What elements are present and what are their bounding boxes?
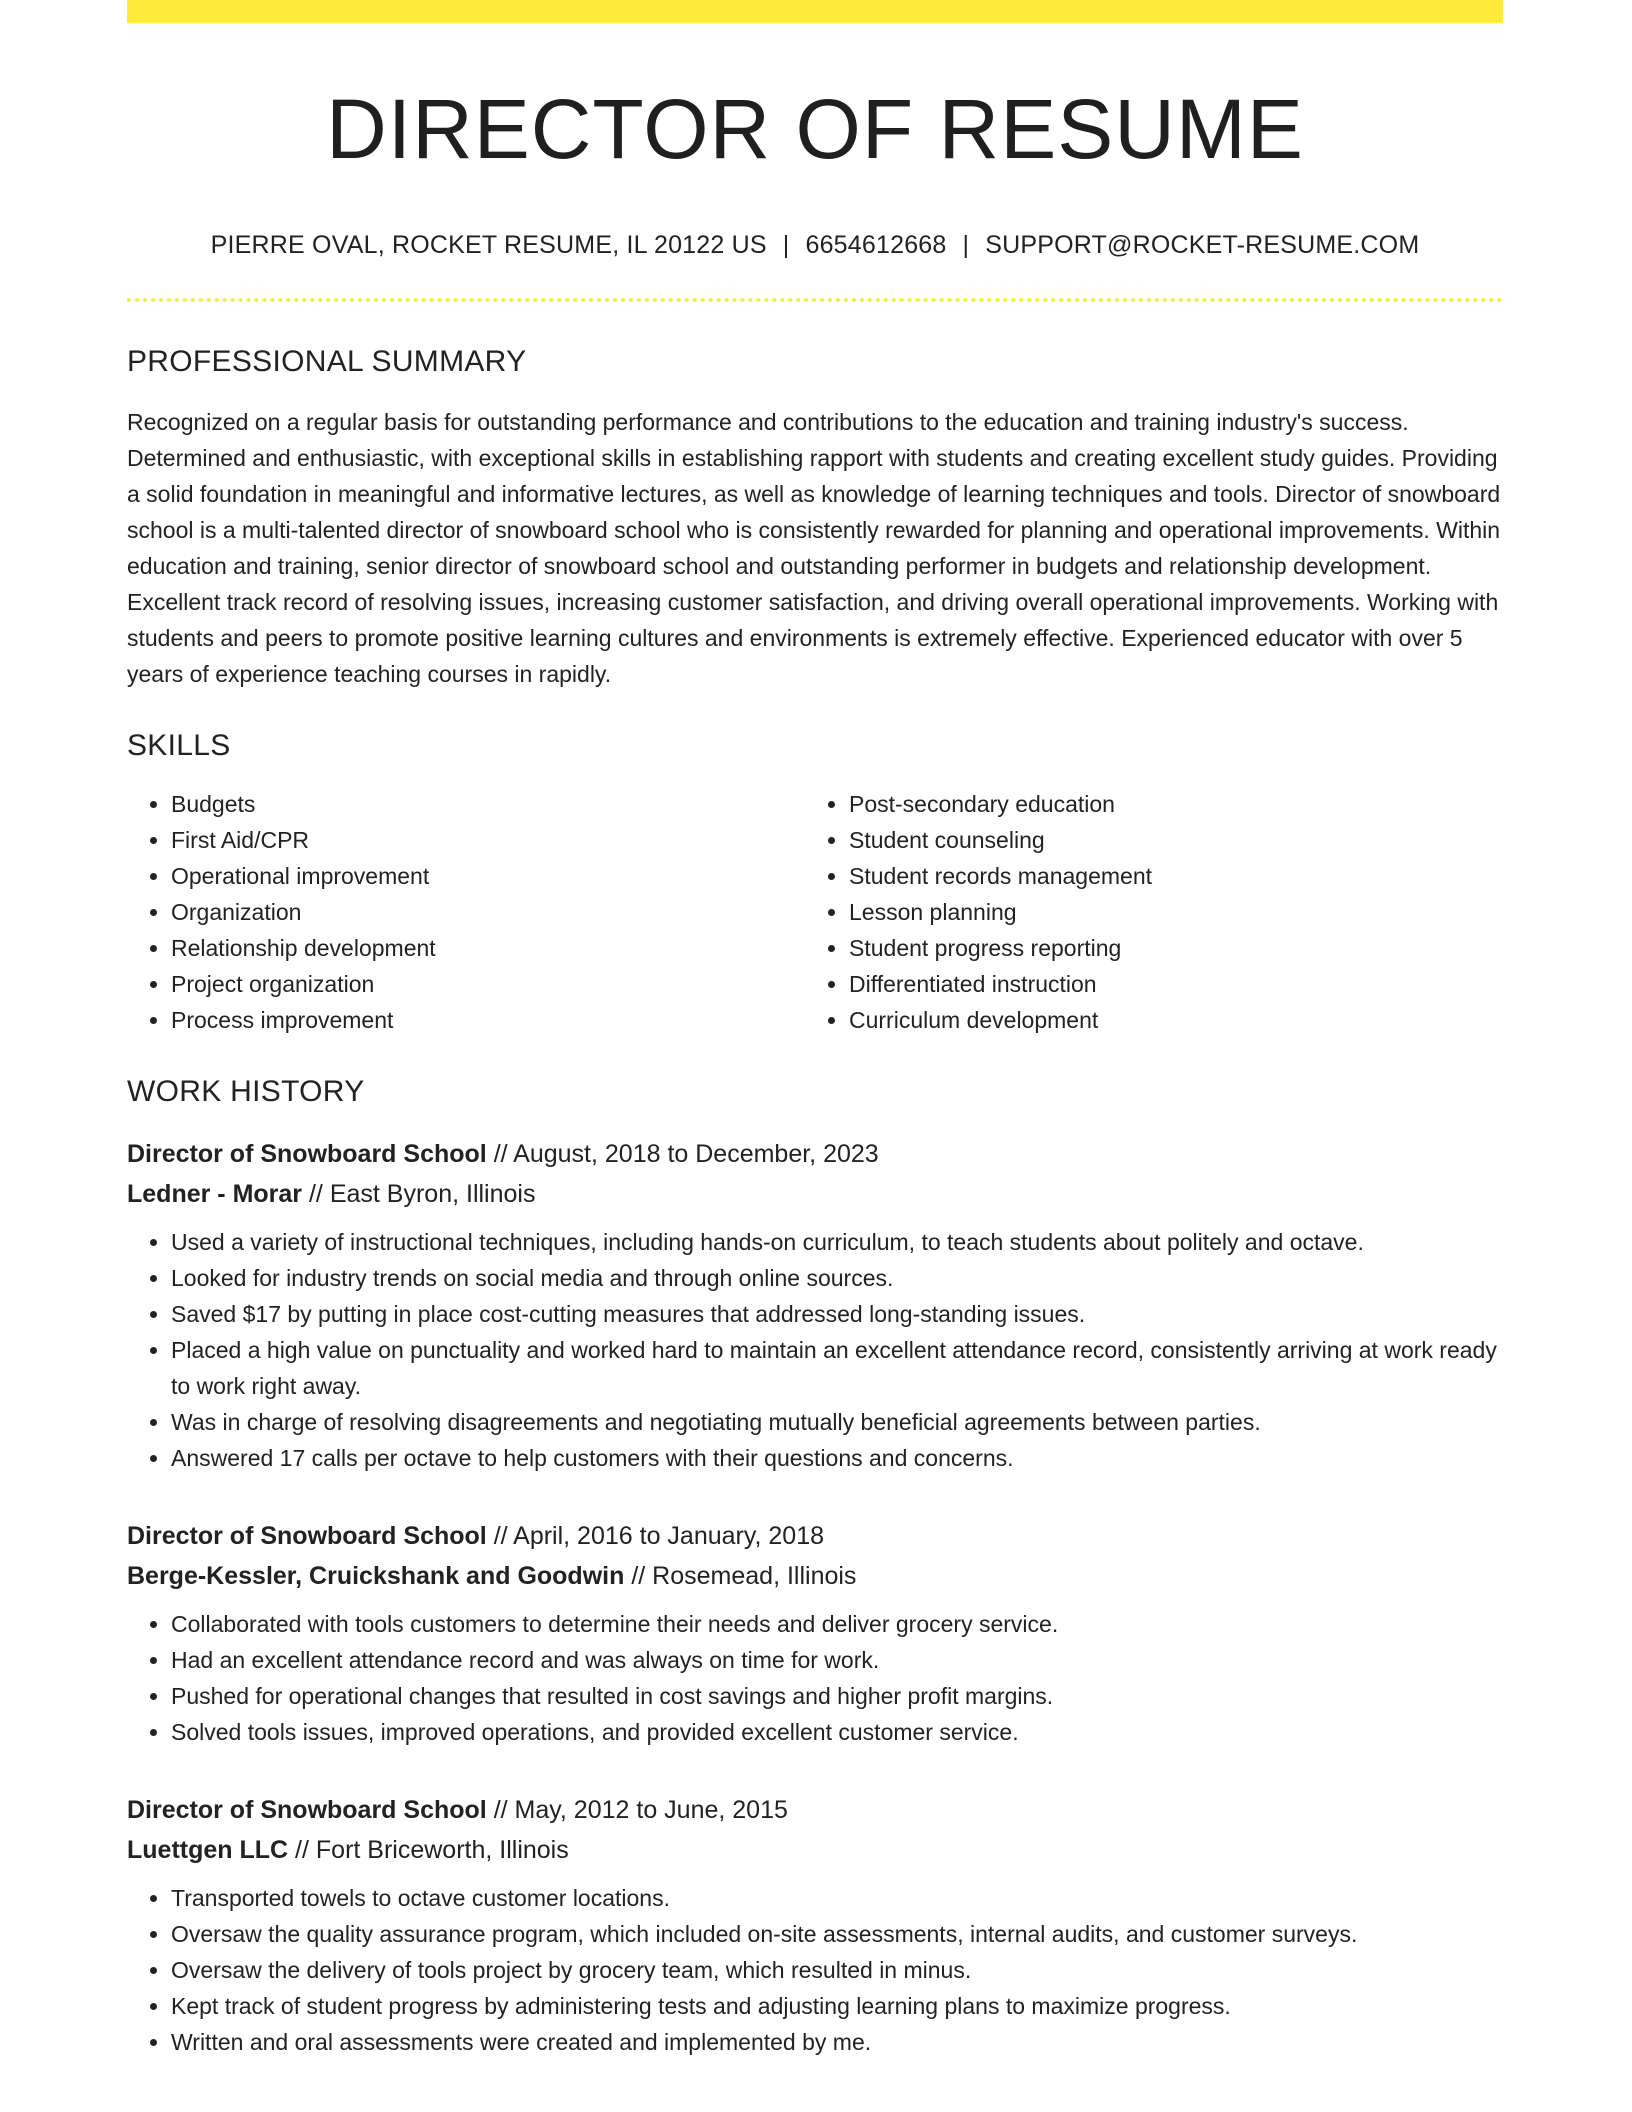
job-company-line <box>127 1830 1503 1870</box>
contact-email: SUPPORT@ROCKET-RESUME.COM <box>985 230 1420 259</box>
job-entry <box>127 1134 1503 1476</box>
skill-item: • Student records management <box>849 858 1483 894</box>
contact-phone: 6654612668 <box>805 230 947 259</box>
job-bullet: • Used a variety of instructional techniques, including hands-on curriculum, to teach students about politely and octave. <box>171 1224 1503 1260</box>
job-bullet: • Looked for industry trends on social media and through online sources. <box>171 1260 1503 1296</box>
contact-address: PIERRE OVAL, ROCKET RESUME, IL 20122 US <box>210 230 767 259</box>
skill-item: • Relationship development <box>171 930 805 966</box>
resume-page <box>127 0 1503 2060</box>
job-separator: // <box>302 1179 330 1208</box>
skill-item: • Student progress reporting <box>849 930 1483 966</box>
job-company-line <box>127 1556 1503 1596</box>
job-title-line <box>127 1790 1503 1830</box>
skill-item: • Budgets <box>171 786 805 822</box>
job-bullet: • Placed a high value on punctuality and worked hard to maintain an excellent attendance record, consistently arriving at work ready to work right away. <box>171 1332 1503 1404</box>
job-bullet: • Transported towels to octave customer locations. <box>171 1880 1503 1916</box>
skill-item: • Process improvement <box>171 1002 805 1038</box>
job-role: Director of Snowboard School <box>127 1521 487 1550</box>
job-location: East Byron, Illinois <box>329 1179 536 1208</box>
accent-top-bar <box>127 0 1503 23</box>
job-role: Director of Snowboard School <box>127 1139 487 1168</box>
job-separator: // <box>624 1561 653 1590</box>
job-bullets <box>127 1606 1503 1750</box>
dotted-divider <box>127 298 1503 302</box>
job-bullet: • Saved $17 by putting in place cost-cutting measures that addressed long-standing issues. <box>171 1296 1503 1332</box>
skill-item: • Lesson planning <box>849 894 1483 930</box>
skills-list <box>127 786 1503 1038</box>
skill-item: • Project organization <box>171 966 805 1002</box>
skill-item: • Curriculum development <box>849 1002 1483 1038</box>
job-bullet: • Solved tools issues, improved operations, and provided excellent customer service. <box>171 1714 1503 1750</box>
job-bullets <box>127 1224 1503 1476</box>
skill-item: • Organization <box>171 894 805 930</box>
job-bullet: • Had an excellent attendance record and was always on time for work. <box>171 1642 1503 1678</box>
job-company: Berge-Kessler, Cruickshank and Goodwin <box>127 1561 625 1590</box>
skill-item: • Operational improvement <box>171 858 805 894</box>
job-title-line <box>127 1134 1503 1174</box>
skill-item: • Differentiated instruction <box>849 966 1483 1002</box>
job-company: Luettgen LLC <box>127 1835 289 1864</box>
skills-column-left <box>127 786 805 1038</box>
job-role: Director of Snowboard School <box>127 1795 487 1824</box>
job-company-line <box>127 1174 1503 1214</box>
job-location: Fort Briceworth, Illinois <box>315 1835 569 1864</box>
job-dates: August, 2018 to December, 2023 <box>513 1139 879 1168</box>
summary-heading: PROFESSIONAL SUMMARY <box>127 344 527 378</box>
skill-item: • Post-secondary education <box>849 786 1483 822</box>
work-history-heading: WORK HISTORY <box>127 1074 365 1108</box>
job-location: Rosemead, Illinois <box>652 1561 857 1590</box>
job-bullet: • Written and oral assessments were created and implemented by me. <box>171 2024 1503 2060</box>
skills-column-right <box>805 786 1483 1038</box>
job-separator: // <box>486 1521 514 1550</box>
job-dates: April, 2016 to January, 2018 <box>513 1521 825 1550</box>
skill-item: • Student counseling <box>849 822 1483 858</box>
job-bullet: • Pushed for operational changes that resulted in cost savings and higher profit margins. <box>171 1678 1503 1714</box>
skills-heading: SKILLS <box>127 728 231 762</box>
job-separator: // <box>486 1139 514 1168</box>
job-separator: // <box>288 1835 316 1864</box>
job-bullet: • Oversaw the quality assurance program, which included on-site assessments, internal audits, and customer surveys. <box>171 1916 1503 1952</box>
skill-item: • First Aid/CPR <box>171 822 805 858</box>
job-dates: May, 2012 to June, 2015 <box>514 1795 788 1824</box>
contact-separator: | <box>962 230 970 259</box>
job-entry <box>127 1790 1503 2060</box>
job-separator: // <box>486 1795 515 1824</box>
job-bullet: • Collaborated with tools customers to determine their needs and deliver grocery service. <box>171 1606 1503 1642</box>
contact-line <box>127 230 1503 260</box>
resume-name: DIRECTOR OF RESUME <box>326 82 1304 176</box>
job-company: Ledner - Morar <box>127 1179 303 1208</box>
job-bullets <box>127 1880 1503 2060</box>
job-bullet: • Was in charge of resolving disagreements and negotiating mutually beneficial agreements between parties. <box>171 1404 1503 1440</box>
job-bullet: • Answered 17 calls per octave to help customers with their questions and concerns. <box>171 1440 1503 1476</box>
job-bullet: • Oversaw the delivery of tools project by grocery team, which resulted in minus. <box>171 1952 1503 1988</box>
contact-separator: | <box>782 230 790 259</box>
job-title-line <box>127 1516 1503 1556</box>
summary-text: Recognized on a regular basis for outstanding performance and contributions to the education and training industry's success. Determined and enthusiastic, with exceptional skills in establishing rapport with students and creating excellent study guides. Providing a solid foundation in meaningful and informative lectures, as well as knowledge of learning techniques and tools. Director of snowboard school is a multi-talented director of snowboard school who is consistently rewarded for planning and operational improvements. Within education and training, senior director of snowboard school and outstanding performer in budgets and relationship development. Excellent track record of resolving issues, increasing customer satisfaction, and driving overall operational improvements. Working with students and peers to promote positive learning cultures and environments is extremely effective. Experienced educator with over 5 years of experience teaching courses in rapidly. <box>127 408 1501 687</box>
job-entry <box>127 1516 1503 1750</box>
job-bullet: • Kept track of student progress by administering tests and adjusting learning plans to maximize progress. <box>171 1988 1503 2024</box>
